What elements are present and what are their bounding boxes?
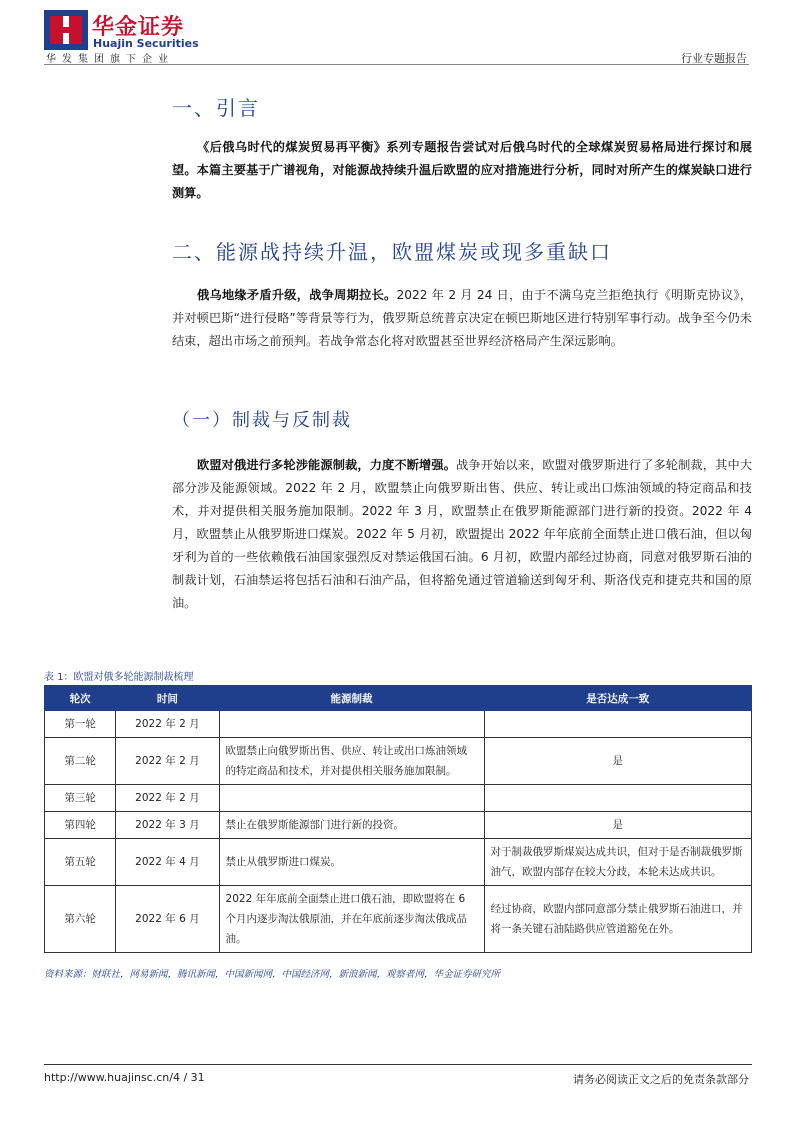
cell-consensus: 经过协商，欧盟内部同意部分禁止俄罗斯石油进口，并将一条关键石油陆路供应管道豁免在外。 (484, 886, 752, 953)
section-heading-energy: 二、能源战持续升温，欧盟煤炭或现多重缺口 (172, 240, 612, 264)
energy-paragraph (172, 284, 752, 353)
huajin-logo-icon (44, 10, 88, 50)
cell-round: 第三轮 (45, 785, 116, 812)
cell-time: 2022 年 2 月 (116, 738, 219, 785)
company-name-cn: 华金证券 (92, 15, 185, 40)
intro-paragraph-text: 《后俄乌时代的煤炭贸易再平衡》系列专题报告尝试对后俄乌时代的全球煤炭贸易格局进行探讨和展望。本篇主要基于广谱视角，对能源战持续升温后欧盟的应对措施进行分析，同时对所产生的煤炭缺口进行测算。 (172, 140, 752, 200)
sanctions-table (44, 685, 752, 953)
cell-sanction: 禁止在俄罗斯能源部门进行新的投资。 (219, 812, 484, 839)
column-header-sanction: 能源制裁 (219, 686, 484, 711)
page-header (44, 8, 749, 65)
cell-consensus: 是 (484, 738, 752, 785)
column-header-round: 轮次 (45, 686, 116, 711)
cell-time: 2022 年 2 月 (116, 711, 219, 738)
cell-sanction (219, 711, 484, 738)
footer-divider (44, 1064, 752, 1065)
cell-round: 第二轮 (45, 738, 116, 785)
sanctions-paragraph-lead: 欧盟对俄进行多轮涉能源制裁，力度不断增强。 (197, 458, 457, 472)
table-row (45, 711, 752, 738)
column-header-time: 时间 (116, 686, 219, 711)
report-type-label: 行业专题报告 (681, 52, 747, 65)
company-logo[interactable] (44, 8, 244, 54)
cell-round: 第一轮 (45, 711, 116, 738)
table-row (45, 839, 752, 886)
cell-round: 第四轮 (45, 812, 116, 839)
cell-time: 2022 年 3 月 (116, 812, 219, 839)
cell-sanction (219, 785, 484, 812)
sanctions-paragraph-body: 战争开始以来，欧盟对俄罗斯进行了多轮制裁，其中大部分涉及能源领域。2022 年 2 月，欧盟禁止向俄罗斯出售、供应、转让或出口炼油领域的特定商品和技术，并对提供相关服务施加限制。2022 年 3 月，欧盟禁止在俄罗斯能源部门进行新的投资。2022 年 4 月，欧盟禁止从俄罗斯进口煤炭。2022 年 5 月初，欧盟提出 2022 年年底前全面禁止进口俄石油，但以匈牙利为首的一些依赖俄石油国家强烈反对禁运俄国石油。6 月初，欧盟内部经过协商，同意对俄罗斯石油的制裁计划，石油禁运将包括石油和石油产品，但将豁免通过管道输送到匈牙利、斯洛伐克和捷克共和国的原油。 (172, 458, 753, 610)
table-header-row (45, 686, 752, 711)
table-row (45, 785, 752, 812)
cell-time: 2022 年 2 月 (116, 785, 219, 812)
cell-consensus (484, 711, 752, 738)
cell-time: 2022 年 6 月 (116, 886, 219, 953)
cell-time: 2022 年 4 月 (116, 839, 219, 886)
cell-consensus (484, 785, 752, 812)
table-source-note: 资料来源：财联社，网易新闻，腾讯新闻，中国新闻网，中国经济网，新浪新闻，观察者网，华金证券研究所 (44, 969, 501, 980)
sanctions-paragraph (172, 454, 752, 615)
table-title: 表 1：欧盟对俄多轮能源制裁梳理 (44, 672, 194, 683)
footer-url-link[interactable]: http://www.huajinsc.cn/4 / 31 (44, 1071, 205, 1084)
energy-paragraph-body: 2022 年 2 月 24 日，由于不满乌克兰拒绝执行《明斯克协议》，并对顿巴斯“进行侵略”等背景等行为，俄罗斯总统普京决定在顿巴斯地区进行特别军事行动。战争至今仍未结束，超出市场之前预判。若战争常态化将对欧盟甚至世界经济格局产生深远影响。 (172, 288, 752, 348)
cell-round: 第五轮 (45, 839, 116, 886)
company-name-en: Huajin Securities (93, 37, 199, 50)
energy-paragraph-lead: 俄乌地缘矛盾升级，战争周期拉长。 (197, 288, 397, 302)
cell-consensus: 是 (484, 812, 752, 839)
cell-round: 第六轮 (45, 886, 116, 953)
table-row (45, 886, 752, 953)
cell-consensus: 对于制裁俄罗斯煤炭达成共识，但对于是否制裁俄罗斯油气，欧盟内部存在较大分歧，本轮未达成共识。 (484, 839, 752, 886)
intro-paragraph (172, 136, 752, 205)
section-heading-intro: 一、引言 (172, 96, 260, 120)
column-header-consensus: 是否达成一致 (484, 686, 752, 711)
cell-sanction: 禁止从俄罗斯进口煤炭。 (219, 839, 484, 886)
table-row (45, 738, 752, 785)
table-row (45, 812, 752, 839)
cell-sanction: 欧盟禁止向俄罗斯出售、供应、转让或出口炼油领域的特定商品和技术，并对提供相关服务施加限制。 (219, 738, 484, 785)
cell-sanction: 2022 年年底前全面禁止进口俄石油，即欧盟将在 6 个月内逐步淘汰俄原油，并在年底前逐步淘汰俄成品油。 (219, 886, 484, 953)
subsection-heading-sanctions: （一）制裁与反制裁 (172, 410, 352, 431)
group-tagline: 华发集团旗下企业 (46, 54, 174, 65)
footer-disclaimer: 请务必阅读正文之后的免责条款部分 (573, 1073, 749, 1086)
